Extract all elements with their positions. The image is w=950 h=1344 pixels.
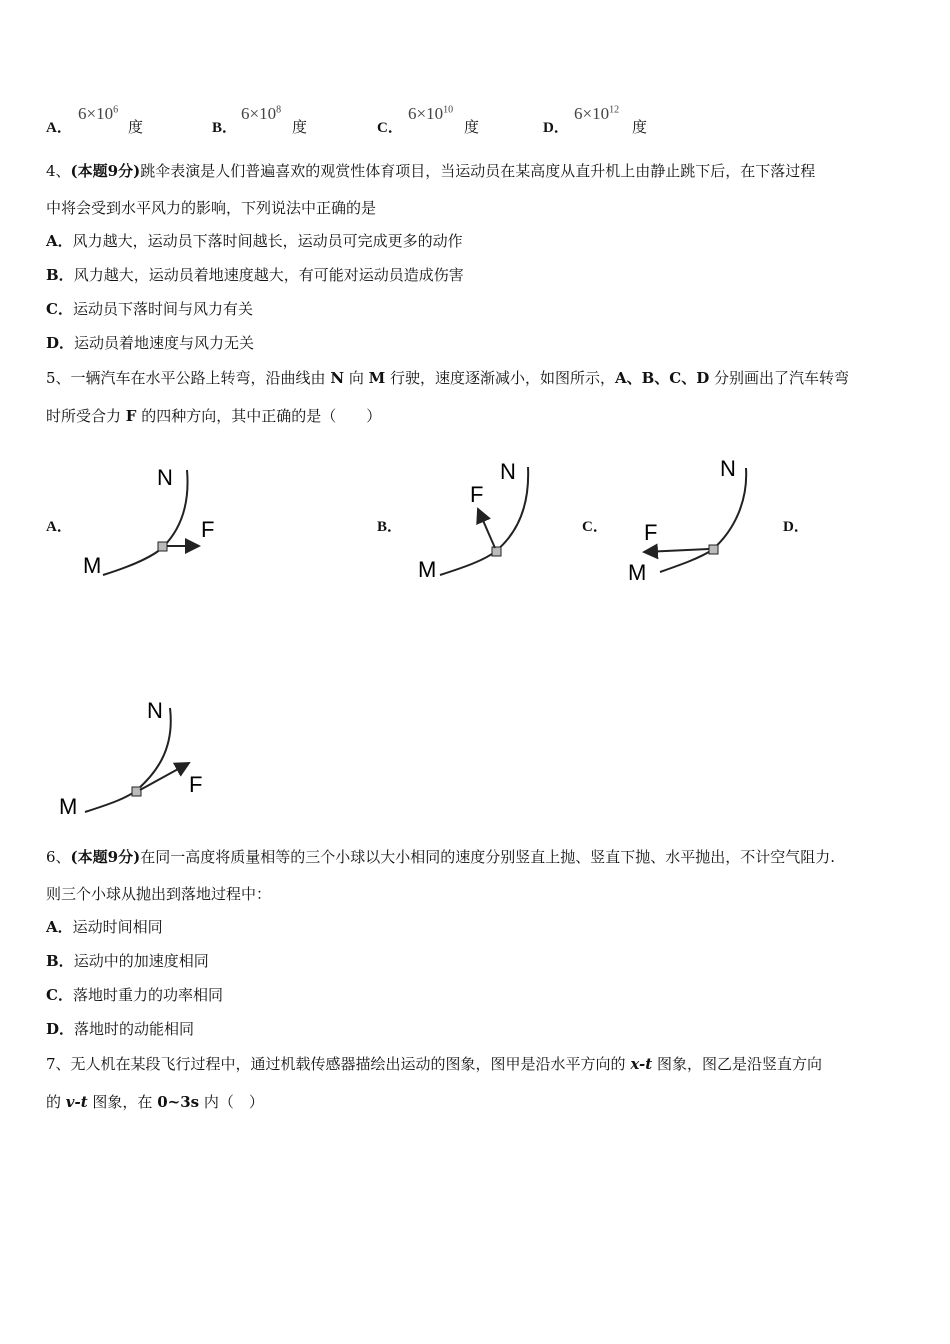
q5-c-label-n: N bbox=[720, 456, 736, 481]
q3-option-b-label: B． bbox=[212, 120, 238, 136]
q5-stem-line-2: 时所受合力 F 的四种方向，其中正确的是（ ） bbox=[46, 407, 382, 425]
q5-a-curve bbox=[103, 470, 188, 575]
q3-option-c-unit: 度 bbox=[464, 118, 480, 136]
q5-d-car bbox=[132, 787, 141, 796]
q6-stem-line-1: 6、(本题9分)在同一高度将质量相等的三个小球以大小相同的速度分别竖直上抛、竖直下抛、水平抛出，不计空气阻力. bbox=[46, 848, 835, 866]
q5-a-label-m: M bbox=[83, 553, 102, 578]
q5-a-car bbox=[158, 542, 167, 551]
q5-c-label-m: M bbox=[628, 560, 647, 585]
q5-option-a-label: A． bbox=[46, 519, 72, 535]
q4-option-c: C．运动员下落时间与风力有关 bbox=[46, 300, 253, 318]
q6-option-d: D．落地时的动能相同 bbox=[46, 1020, 195, 1038]
q6-option-a: A．运动时间相同 bbox=[46, 918, 163, 936]
q5-d-label-f: F bbox=[189, 772, 203, 797]
q5-a-label-f: F bbox=[201, 517, 215, 542]
q5-d-label-n: N bbox=[147, 698, 163, 723]
q4-stem-line-1: 4、(本题9分)跳伞表演是人们普遍喜欢的观赏性体育项目，当运动员在某高度从直升机上由静止跳下后，在下落过程 bbox=[46, 162, 816, 180]
q5-b-force-arrow bbox=[478, 509, 495, 548]
q5-figure-b bbox=[410, 455, 560, 585]
q5-d-label-m: M bbox=[59, 794, 78, 819]
q3-option-a-value: $6\times 10^6$ bbox=[78, 104, 119, 123]
q3-option-b-value: $6\times 10^8$ bbox=[241, 104, 282, 123]
q5-b-label-f: F bbox=[470, 482, 484, 507]
q5-figure-a bbox=[75, 455, 235, 585]
q4-stem-line-2: 中将会受到水平风力的影响，下列说法中正确的是 bbox=[46, 199, 377, 217]
q3-option-c-label: C． bbox=[377, 120, 403, 136]
q4-option-b: B．风力越大，运动员着地速度越大，有可能对运动员造成伤害 bbox=[46, 266, 464, 284]
q3-option-a-label: A． bbox=[46, 120, 72, 136]
q5-figure-c bbox=[620, 450, 770, 590]
q3-option-d-label: D． bbox=[543, 120, 569, 136]
q5-option-b-label: B． bbox=[377, 519, 403, 535]
q5-d-force-arrow bbox=[140, 763, 189, 790]
q4-option-a: A．风力越大，运动员下落时间越长，运动员可完成更多的动作 bbox=[46, 232, 463, 250]
q5-b-car bbox=[492, 547, 501, 556]
q4-option-d: D．运动员着地速度与风力无关 bbox=[46, 334, 255, 352]
q7-stem-line-2: 的 v-t 图象，在 0~3s 内（ ） bbox=[46, 1093, 264, 1111]
q3-option-d-unit: 度 bbox=[632, 118, 648, 136]
q6-option-b: B．运动中的加速度相同 bbox=[46, 952, 209, 970]
q3-option-c-value: $6\times 10^{10}$ bbox=[408, 104, 454, 123]
q5-option-c-label: C． bbox=[582, 519, 608, 535]
q5-c-car bbox=[709, 545, 718, 554]
q5-c-curve bbox=[660, 468, 746, 572]
q3-option-a-unit: 度 bbox=[128, 118, 144, 136]
q5-figure-d bbox=[55, 690, 225, 825]
q5-b-label-n: N bbox=[500, 459, 516, 484]
q5-b-label-m: M bbox=[418, 557, 437, 582]
q5-d-curve bbox=[85, 708, 171, 812]
q6-option-c: C．落地时重力的功率相同 bbox=[46, 986, 223, 1004]
q5-stem-line-1: 5、一辆汽车在水平公路上转弯，沿曲线由 N 向 M 行驶，速度逐渐减小，如图所示，A、B、C、D 分别画出了汽车转弯 bbox=[46, 369, 850, 387]
q5-c-label-f: F bbox=[644, 520, 658, 545]
q5-option-d-label: D． bbox=[783, 519, 809, 535]
q3-option-d-value: $6\times 10^{12}$ bbox=[574, 104, 620, 123]
q7-stem-line-1: 7、无人机在某段飞行过程中，通过机载传感器描绘出运动的图象，图甲是沿水平方向的 x-t 图象，图乙是沿竖直方向 bbox=[46, 1055, 822, 1073]
q5-c-force-arrow bbox=[644, 549, 709, 552]
q3-option-b-unit: 度 bbox=[292, 118, 308, 136]
q6-stem-line-2: 则三个小球从抛出到落地过程中： bbox=[46, 885, 272, 903]
q5-a-label-n: N bbox=[157, 465, 173, 490]
